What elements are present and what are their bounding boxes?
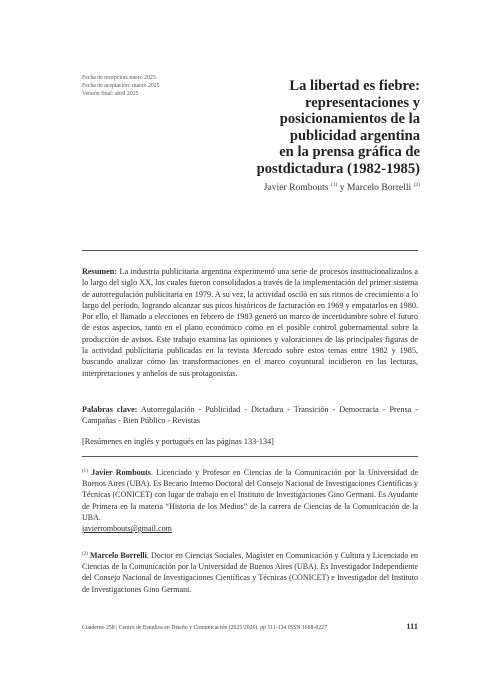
date-accepted: Fecha de aceptación: marzo 2025 bbox=[82, 83, 160, 89]
divider-bottom bbox=[82, 456, 418, 457]
author-1: Javier Rombouts bbox=[263, 181, 329, 193]
footnote-1-text: . Licenciado y Profesor en Ciencias de la Comunicación por la Universidad de Buenos Aires (UBA). Es Becario Interno Doctoral del Consejo Nacional de Investigaciones Científicas y Técnicas (CONICET) con lugar de trabajo en el Instituto de Investigaciones Gino Germani. Es Ayudante de Primera en la materia “Historia de los Medios” de la carrera de Ciencias de la Comunicación de la UBA. bbox=[82, 468, 419, 522]
magazine-name: Mercado bbox=[252, 346, 283, 356]
divider-top bbox=[82, 250, 418, 251]
abstract-text-b: sobre estos temas entre 1982 y 1985, buscando analizar cómo las transformaciones en el marco coyuntural incidieron en las lecturas, interpretaciones y anhelos de sus protagonistas. bbox=[82, 346, 419, 378]
footnote-1-mark: (1) bbox=[82, 469, 88, 474]
footnote-2-name: Marcelo Borrelli bbox=[89, 551, 147, 560]
date-final: Versión final: abril 2025 bbox=[82, 91, 139, 97]
footnote-1 bbox=[82, 466, 418, 534]
title-line: postdictadura (1982-1985) bbox=[256, 160, 420, 177]
title-line: publicidad argentina bbox=[289, 127, 420, 144]
abstract-label: Resumen: bbox=[82, 267, 118, 276]
footnote-2-mark: (2) bbox=[82, 552, 88, 557]
page-number: 111 bbox=[406, 621, 418, 631]
author-email-link[interactable]: javierrombouts@gmail.com bbox=[82, 524, 172, 534]
title-block bbox=[180, 78, 420, 194]
footnote-1-name: Javier Rombouts bbox=[91, 468, 151, 477]
abstract-text-a: La industria publicitaria argentina experimentó una serie de procesos institucionalizados a lo largo del siglo XX, los cuales fueron consolidados a través de la implementación del primer sistema de autorregulación publicitaria en 1979. A su vez, la actividad osciló en sus ritmos de crecimiento a lo largo del período, logrando alcanzar sus picos históricos de facturación en 1969 y empatarlos en 1980. Por ello, el llamado a elecciones en febrero de 1983 generó un marco de incertidumbre sobre el futuro de estos aspectos, tanto en el plano económico como en el posible control gubernamental sobre la producción de avisos. Este trabajo examina las opiniones y valoraciones de las principales figuras de la actividad publicitaria publicadas en la revista bbox=[82, 267, 418, 356]
title-line: La libertad es fiebre: bbox=[289, 78, 420, 94]
article-title bbox=[180, 78, 420, 178]
keywords bbox=[82, 404, 418, 427]
title-line: representaciones y bbox=[305, 94, 420, 111]
abstract bbox=[82, 266, 418, 379]
keywords-label: Palabras clave: bbox=[82, 405, 138, 414]
author-connector: y bbox=[339, 181, 345, 193]
keywords-text: Autorregulación - Publicidad - Dictadura - Transición - Democracia - Prensa - Campañas - Bien Público - Revistas bbox=[82, 405, 418, 426]
author-2-mark: (2) bbox=[413, 181, 420, 188]
date-received: Fecha de recepción: enero 2025 bbox=[82, 75, 156, 81]
footnote-2-text: . Doctor en Ciencias Sociales, Magíster en Comunicación y Cultura y Licenciado en Ciencias de la Comunicación por la Universidad de Buenos Aires (UBA). Es Investigador Independiente del Consejo Nacional de Investigaciones Científicas y Técnicas (CONICET) e Investigador del Instituto de Investigaciones Gino Germani. bbox=[82, 551, 419, 594]
title-line: posicionamientos de la bbox=[279, 111, 420, 128]
journal-citation: Cuaderno 258 | Centro de Estudios en Diseño y Comunicación (2025/2026). pp 111-134 ISSN 1668-0227 bbox=[82, 625, 327, 631]
author-2: Marcelo Borrelli bbox=[346, 181, 412, 193]
title-line: en la prensa gráfica de bbox=[279, 144, 420, 161]
author-1-mark: (1) bbox=[330, 181, 338, 188]
author-line bbox=[180, 179, 420, 194]
footnote-2 bbox=[82, 549, 418, 595]
resumenes-note: [Resúmenes en inglés y portugués en las páginas 133-134] bbox=[82, 437, 274, 446]
